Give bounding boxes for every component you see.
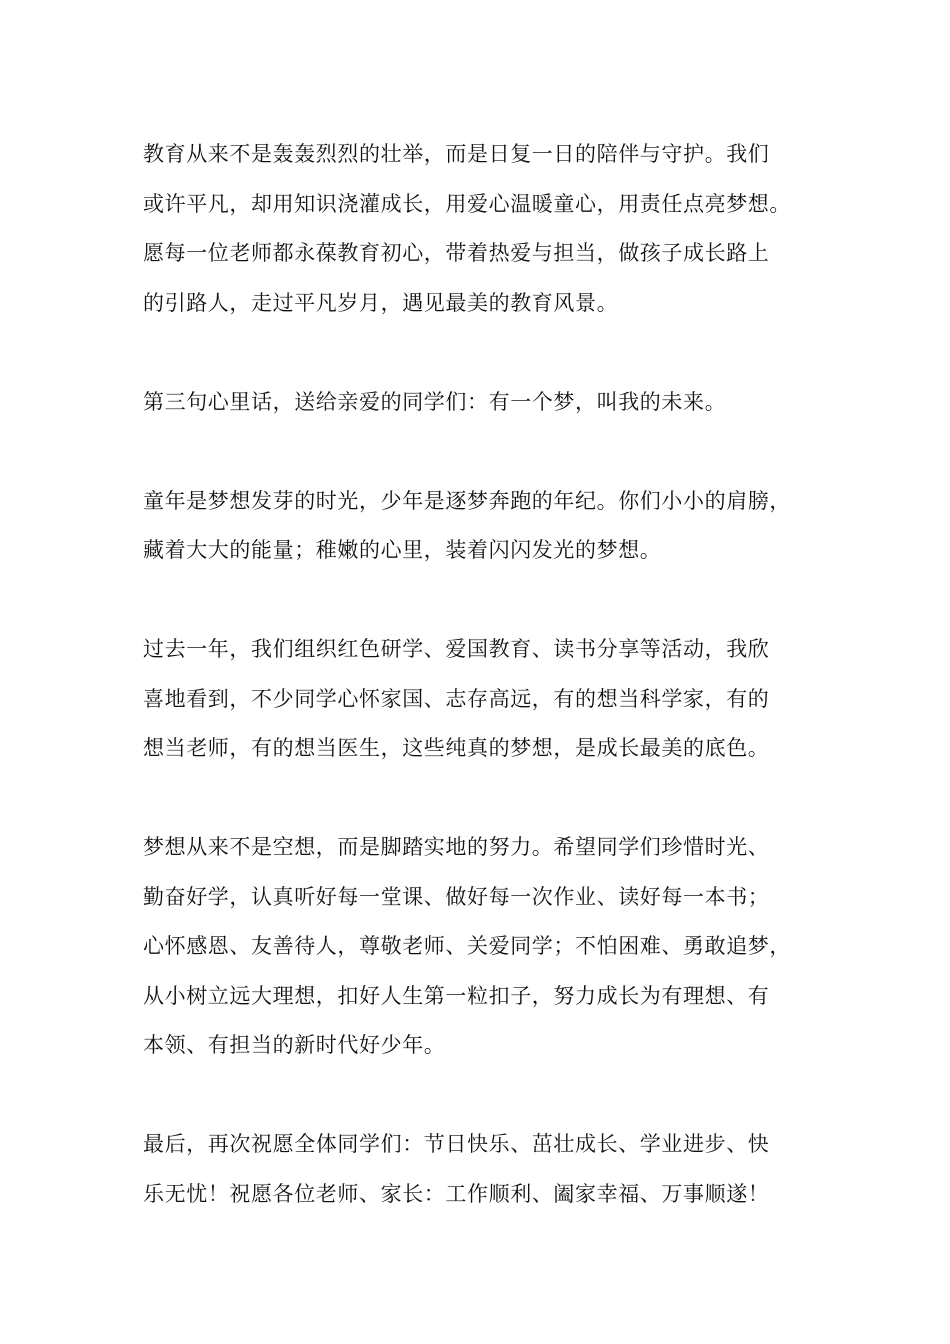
text-line: 想当老师，有的想当医生，这些纯真的梦想，是成长最美的底色。 xyxy=(143,736,770,760)
text-line: 本领、有担当的新时代好少年。 xyxy=(143,1033,446,1057)
text-line: 喜地看到，不少同学心怀家国、志存高远，有的想当科学家，有的 xyxy=(143,686,770,711)
paragraph xyxy=(143,477,833,576)
text-line: 勤奋好学，认真听好每一堂课、做好每一次作业、读好每一本书； xyxy=(143,884,770,909)
text-line: 童年是梦想发芽的时光，少年是逐梦奔跑的年纪。你们小小的肩膀， xyxy=(143,488,791,513)
text-line: 第三句心里话，送给亲爱的同学们：有一个梦，叫我的未来。 xyxy=(143,389,727,414)
text-line: 的引路人，走过平凡岁月，遇见最美的教育风景。 xyxy=(143,290,619,315)
text-line: 或许平凡，却用知识浇灌成长，用爱心温暖童心，用责任点亮梦想。 xyxy=(143,191,791,216)
text-line: 心怀感恩、友善待人，尊敬老师、关爱同学；不怕困难、勇敢追梦， xyxy=(143,934,791,958)
text-line: 愿每一位老师都永葆教育初心，带着热爱与担当，做孩子成长路上 xyxy=(143,241,770,265)
text-line: 乐无忧！祝愿各位老师、家长：工作顺利、阖家幸福、万事顺遂！ xyxy=(143,1181,770,1206)
text-line: 藏着大大的能量；稚嫩的心里，装着闪闪发光的梦想。 xyxy=(143,538,662,562)
paragraph-spacer xyxy=(143,328,833,378)
paragraph xyxy=(143,1120,833,1219)
paragraph xyxy=(143,625,833,774)
text-line: 过去一年，我们组织红色研学、爱国教育、读书分享等活动，我欣 xyxy=(143,637,770,661)
text-line: 梦想从来不是空想，而是脚踏实地的努力。希望同学们珍惜时光、 xyxy=(143,835,770,859)
document-body xyxy=(143,130,833,1219)
paragraph-spacer xyxy=(143,427,833,477)
paragraph-spacer xyxy=(143,774,833,824)
paragraph xyxy=(143,130,833,328)
paragraph xyxy=(143,378,833,428)
paragraph-spacer xyxy=(143,576,833,626)
text-line: 最后，再次祝愿全体同学们：节日快乐、茁壮成长、学业进步、快 xyxy=(143,1132,770,1156)
paragraph-spacer xyxy=(143,1071,833,1121)
text-line: 从小树立远大理想，扣好人生第一粒扣子，努力成长为有理想、有 xyxy=(143,983,770,1008)
text-line: 教育从来不是轰轰烈烈的壮举，而是日复一日的陪伴与守护。我们 xyxy=(143,142,770,166)
paragraph xyxy=(143,823,833,1071)
